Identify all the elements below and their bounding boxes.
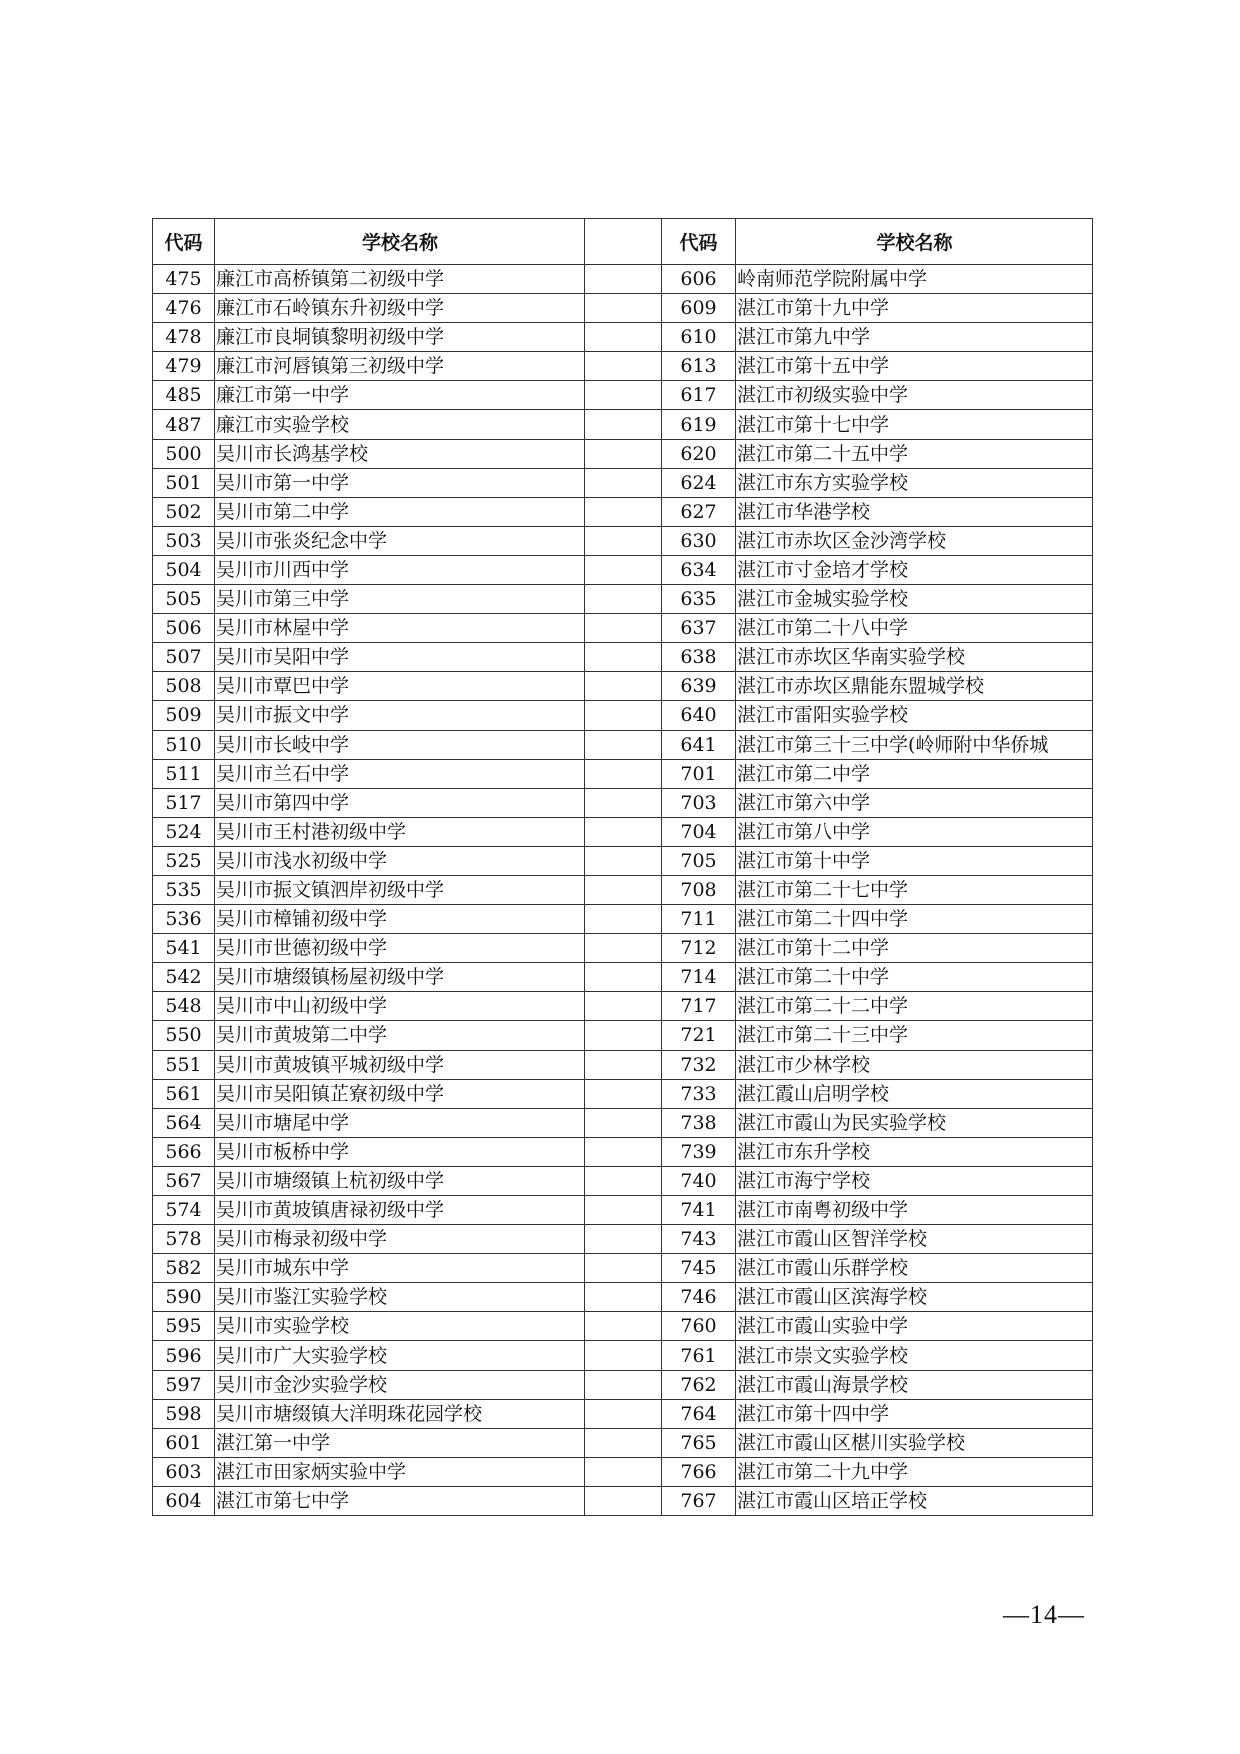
right-name-cell: 湛江市华港学校 <box>736 497 1093 526</box>
left-name-cell: 吴川市金沙实验学校 <box>215 1370 585 1399</box>
table-body <box>153 265 1093 1516</box>
spacer-cell <box>585 1399 662 1428</box>
table-row <box>153 1166 1093 1195</box>
table-row <box>153 381 1093 410</box>
left-code-cell: 564 <box>153 1108 215 1137</box>
spacer-cell <box>585 963 662 992</box>
right-code-cell: 741 <box>662 1196 736 1225</box>
right-code-cell: 640 <box>662 701 736 730</box>
left-code-cell: 485 <box>153 381 215 410</box>
right-code-cell: 739 <box>662 1137 736 1166</box>
table-row <box>153 875 1093 904</box>
right-name-cell: 湛江霞山启明学校 <box>736 1079 1093 1108</box>
right-name-cell: 湛江市第二十四中学 <box>736 905 1093 934</box>
spacer-cell <box>585 1283 662 1312</box>
right-name-cell: 湛江市霞山区滨海学校 <box>736 1283 1093 1312</box>
spacer-cell <box>585 1050 662 1079</box>
left-code-cell: 561 <box>153 1079 215 1108</box>
table-row <box>153 846 1093 875</box>
spacer-cell <box>585 1370 662 1399</box>
left-code-cell: 524 <box>153 817 215 846</box>
left-name-cell: 廉江市实验学校 <box>215 410 585 439</box>
spacer-cell <box>585 1428 662 1457</box>
spacer-cell <box>585 1108 662 1137</box>
left-name-cell: 吴川市覃巴中学 <box>215 672 585 701</box>
header-code-left: 代码 <box>153 219 215 265</box>
spacer-cell <box>585 468 662 497</box>
table-row <box>153 934 1093 963</box>
right-code-cell: 743 <box>662 1225 736 1254</box>
left-code-cell: 601 <box>153 1428 215 1457</box>
left-code-cell: 574 <box>153 1196 215 1225</box>
spacer-cell <box>585 672 662 701</box>
table-row <box>153 439 1093 468</box>
left-name-cell: 吴川市世德初级中学 <box>215 934 585 963</box>
table-row <box>153 1108 1093 1137</box>
left-name-cell: 吴川市实验学校 <box>215 1312 585 1341</box>
right-code-cell: 762 <box>662 1370 736 1399</box>
left-code-cell: 535 <box>153 875 215 904</box>
right-name-cell: 湛江市初级实验中学 <box>736 381 1093 410</box>
left-code-cell: 506 <box>153 614 215 643</box>
spacer-cell <box>585 1079 662 1108</box>
left-name-cell: 吴川市长岐中学 <box>215 730 585 759</box>
header-code-right: 代码 <box>662 219 736 265</box>
right-name-cell: 湛江市第三十三中学(岭师附中华侨城 <box>736 730 1093 759</box>
left-name-cell: 吴川市长鸿基学校 <box>215 439 585 468</box>
left-code-cell: 502 <box>153 497 215 526</box>
spacer-cell <box>585 497 662 526</box>
right-code-cell: 732 <box>662 1050 736 1079</box>
right-code-cell: 639 <box>662 672 736 701</box>
left-name-cell: 吴川市塘尾中学 <box>215 1108 585 1137</box>
right-name-cell: 湛江市崇文实验学校 <box>736 1341 1093 1370</box>
right-name-cell: 湛江市第十五中学 <box>736 352 1093 381</box>
right-name-cell: 湛江市金城实验学校 <box>736 585 1093 614</box>
right-code-cell: 635 <box>662 585 736 614</box>
right-code-cell: 641 <box>662 730 736 759</box>
right-name-cell: 湛江市霞山乐群学校 <box>736 1254 1093 1283</box>
spacer-cell <box>585 701 662 730</box>
left-name-cell: 湛江市田家炳实验中学 <box>215 1457 585 1486</box>
left-code-cell: 603 <box>153 1457 215 1486</box>
right-code-cell: 637 <box>662 614 736 643</box>
left-name-cell: 吴川市塘缀镇上杭初级中学 <box>215 1166 585 1195</box>
left-name-cell: 吴川市梅录初级中学 <box>215 1225 585 1254</box>
right-name-cell: 湛江市第十中学 <box>736 846 1093 875</box>
left-name-cell: 吴川市第四中学 <box>215 788 585 817</box>
left-code-cell: 509 <box>153 701 215 730</box>
school-code-table <box>152 218 1093 1516</box>
right-code-cell: 610 <box>662 323 736 352</box>
table-row <box>153 614 1093 643</box>
left-name-cell: 吴川市川西中学 <box>215 555 585 584</box>
table-row <box>153 1399 1093 1428</box>
right-name-cell: 湛江市霞山区培正学校 <box>736 1486 1093 1515</box>
left-code-cell: 541 <box>153 934 215 963</box>
left-name-cell: 吴川市林屋中学 <box>215 614 585 643</box>
spacer-cell <box>585 788 662 817</box>
right-name-cell: 湛江市海宁学校 <box>736 1166 1093 1195</box>
left-code-cell: 597 <box>153 1370 215 1399</box>
right-code-cell: 708 <box>662 875 736 904</box>
right-name-cell: 湛江市第十二中学 <box>736 934 1093 963</box>
left-code-cell: 604 <box>153 1486 215 1515</box>
spacer-cell <box>585 1312 662 1341</box>
table-row <box>153 526 1093 555</box>
left-code-cell: 550 <box>153 1021 215 1050</box>
header-spacer <box>585 219 662 265</box>
left-code-cell: 582 <box>153 1254 215 1283</box>
left-code-cell: 536 <box>153 905 215 934</box>
table-row <box>153 1486 1093 1515</box>
left-name-cell: 吴川市振文镇泗岸初级中学 <box>215 875 585 904</box>
spacer-cell <box>585 1021 662 1050</box>
spacer-cell <box>585 759 662 788</box>
left-code-cell: 566 <box>153 1137 215 1166</box>
left-code-cell: 500 <box>153 439 215 468</box>
left-code-cell: 542 <box>153 963 215 992</box>
spacer-cell <box>585 905 662 934</box>
right-name-cell: 湛江市赤坎区华南实验学校 <box>736 643 1093 672</box>
spacer-cell <box>585 555 662 584</box>
right-code-cell: 740 <box>662 1166 736 1195</box>
left-name-cell: 吴川市鉴江实验学校 <box>215 1283 585 1312</box>
right-code-cell: 630 <box>662 526 736 555</box>
right-name-cell: 湛江市霞山区椹川实验学校 <box>736 1428 1093 1457</box>
right-code-cell: 638 <box>662 643 736 672</box>
left-code-cell: 479 <box>153 352 215 381</box>
left-name-cell: 吴川市第一中学 <box>215 468 585 497</box>
left-code-cell: 508 <box>153 672 215 701</box>
right-code-cell: 617 <box>662 381 736 410</box>
right-name-cell: 湛江市第二十五中学 <box>736 439 1093 468</box>
left-name-cell: 吴川市第三中学 <box>215 585 585 614</box>
right-name-cell: 湛江市南粤初级中学 <box>736 1196 1093 1225</box>
right-code-cell: 712 <box>662 934 736 963</box>
table-row <box>153 1079 1093 1108</box>
right-code-cell: 634 <box>662 555 736 584</box>
header-name-left: 学校名称 <box>215 219 585 265</box>
table-row <box>153 1050 1093 1079</box>
right-name-cell: 湛江市第二十三中学 <box>736 1021 1093 1050</box>
table-header-row <box>153 219 1093 265</box>
left-name-cell: 吴川市黄坡镇唐禄初级中学 <box>215 1196 585 1225</box>
left-code-cell: 476 <box>153 294 215 323</box>
right-code-cell: 764 <box>662 1399 736 1428</box>
right-name-cell: 湛江市第十七中学 <box>736 410 1093 439</box>
left-name-cell: 吴川市王村港初级中学 <box>215 817 585 846</box>
spacer-cell <box>585 1341 662 1370</box>
left-code-cell: 478 <box>153 323 215 352</box>
spacer-cell <box>585 526 662 555</box>
table-row <box>153 788 1093 817</box>
left-name-cell: 吴川市城东中学 <box>215 1254 585 1283</box>
left-name-cell: 吴川市吴阳镇芷寮初级中学 <box>215 1079 585 1108</box>
right-name-cell: 湛江市寸金培才学校 <box>736 555 1093 584</box>
spacer-cell <box>585 614 662 643</box>
left-name-cell: 吴川市浅水初级中学 <box>215 846 585 875</box>
right-name-cell: 湛江市第二十七中学 <box>736 875 1093 904</box>
table-row <box>153 585 1093 614</box>
right-code-cell: 733 <box>662 1079 736 1108</box>
table-row <box>153 759 1093 788</box>
table-row <box>153 265 1093 294</box>
table-row <box>153 963 1093 992</box>
left-name-cell: 吴川市兰石中学 <box>215 759 585 788</box>
left-code-cell: 525 <box>153 846 215 875</box>
right-code-cell: 717 <box>662 992 736 1021</box>
table-row <box>153 1341 1093 1370</box>
table-row <box>153 497 1093 526</box>
table-row <box>153 410 1093 439</box>
right-code-cell: 703 <box>662 788 736 817</box>
left-name-cell: 湛江市第七中学 <box>215 1486 585 1515</box>
table-row <box>153 992 1093 1021</box>
page-number: —14— <box>1003 1600 1085 1629</box>
right-code-cell: 760 <box>662 1312 736 1341</box>
left-name-cell: 廉江市高桥镇第二初级中学 <box>215 265 585 294</box>
table-row <box>153 701 1093 730</box>
table-row <box>153 1137 1093 1166</box>
right-name-cell: 湛江市霞山为民实验学校 <box>736 1108 1093 1137</box>
spacer-cell <box>585 846 662 875</box>
right-code-cell: 711 <box>662 905 736 934</box>
table-row <box>153 730 1093 759</box>
spacer-cell <box>585 294 662 323</box>
table-row <box>153 1254 1093 1283</box>
left-code-cell: 501 <box>153 468 215 497</box>
left-name-cell: 吴川市张炎纪念中学 <box>215 526 585 555</box>
left-name-cell: 吴川市板桥中学 <box>215 1137 585 1166</box>
spacer-cell <box>585 265 662 294</box>
right-name-cell: 湛江市赤坎区鼎能东盟城学校 <box>736 672 1093 701</box>
left-code-cell: 475 <box>153 265 215 294</box>
table-row <box>153 643 1093 672</box>
spacer-cell <box>585 1225 662 1254</box>
table-row <box>153 817 1093 846</box>
right-code-cell: 738 <box>662 1108 736 1137</box>
spacer-cell <box>585 352 662 381</box>
left-name-cell: 廉江市第一中学 <box>215 381 585 410</box>
table-row <box>153 1225 1093 1254</box>
spacer-cell <box>585 1166 662 1195</box>
spacer-cell <box>585 875 662 904</box>
left-code-cell: 517 <box>153 788 215 817</box>
left-name-cell: 吴川市黄坡镇平城初级中学 <box>215 1050 585 1079</box>
left-name-cell: 吴川市振文中学 <box>215 701 585 730</box>
left-name-cell: 吴川市樟铺初级中学 <box>215 905 585 934</box>
spacer-cell <box>585 439 662 468</box>
left-code-cell: 507 <box>153 643 215 672</box>
right-name-cell: 岭南师范学院附属中学 <box>736 265 1093 294</box>
right-name-cell: 湛江市第八中学 <box>736 817 1093 846</box>
left-code-cell: 510 <box>153 730 215 759</box>
spacer-cell <box>585 410 662 439</box>
right-name-cell: 湛江市霞山区智洋学校 <box>736 1225 1093 1254</box>
spacer-cell <box>585 1254 662 1283</box>
left-name-cell: 吴川市塘缀镇杨屋初级中学 <box>215 963 585 992</box>
spacer-cell <box>585 1457 662 1486</box>
table-row <box>153 1370 1093 1399</box>
left-code-cell: 590 <box>153 1283 215 1312</box>
right-name-cell: 湛江市第九中学 <box>736 323 1093 352</box>
table-row <box>153 1312 1093 1341</box>
left-code-cell: 503 <box>153 526 215 555</box>
spacer-cell <box>585 730 662 759</box>
spacer-cell <box>585 643 662 672</box>
right-code-cell: 767 <box>662 1486 736 1515</box>
table-row <box>153 323 1093 352</box>
left-name-cell: 廉江市良垌镇黎明初级中学 <box>215 323 585 352</box>
right-code-cell: 745 <box>662 1254 736 1283</box>
table-row <box>153 294 1093 323</box>
table-row <box>153 468 1093 497</box>
left-name-cell: 吴川市中山初级中学 <box>215 992 585 1021</box>
left-code-cell: 505 <box>153 585 215 614</box>
right-code-cell: 609 <box>662 294 736 323</box>
right-code-cell: 765 <box>662 1428 736 1457</box>
header-name-right: 学校名称 <box>736 219 1093 265</box>
left-name-cell: 廉江市河唇镇第三初级中学 <box>215 352 585 381</box>
right-name-cell: 湛江市东升学校 <box>736 1137 1093 1166</box>
right-name-cell: 湛江市第十九中学 <box>736 294 1093 323</box>
right-code-cell: 606 <box>662 265 736 294</box>
left-code-cell: 567 <box>153 1166 215 1195</box>
left-code-cell: 578 <box>153 1225 215 1254</box>
table-row <box>153 1457 1093 1486</box>
table-row <box>153 672 1093 701</box>
right-name-cell: 湛江市第二十二中学 <box>736 992 1093 1021</box>
right-code-cell: 624 <box>662 468 736 497</box>
right-name-cell: 湛江市少林学校 <box>736 1050 1093 1079</box>
right-code-cell: 620 <box>662 439 736 468</box>
right-name-cell: 湛江市东方实验学校 <box>736 468 1093 497</box>
spacer-cell <box>585 817 662 846</box>
left-name-cell: 吴川市吴阳中学 <box>215 643 585 672</box>
left-name-cell: 吴川市黄坡第二中学 <box>215 1021 585 1050</box>
right-name-cell: 湛江市赤坎区金沙湾学校 <box>736 526 1093 555</box>
table-row <box>153 1021 1093 1050</box>
table-row <box>153 1196 1093 1225</box>
left-name-cell: 吴川市塘缀镇大洋明珠花园学校 <box>215 1399 585 1428</box>
spacer-cell <box>585 934 662 963</box>
right-code-cell: 761 <box>662 1341 736 1370</box>
left-code-cell: 596 <box>153 1341 215 1370</box>
left-code-cell: 595 <box>153 1312 215 1341</box>
table-row <box>153 555 1093 584</box>
right-code-cell: 619 <box>662 410 736 439</box>
right-code-cell: 714 <box>662 963 736 992</box>
spacer-cell <box>585 992 662 1021</box>
table-row <box>153 1428 1093 1457</box>
left-name-cell: 湛江第一中学 <box>215 1428 585 1457</box>
right-name-cell: 湛江市第二十九中学 <box>736 1457 1093 1486</box>
spacer-cell <box>585 585 662 614</box>
left-name-cell: 廉江市石岭镇东升初级中学 <box>215 294 585 323</box>
left-code-cell: 511 <box>153 759 215 788</box>
right-name-cell: 湛江市第六中学 <box>736 788 1093 817</box>
right-name-cell: 湛江市第二十八中学 <box>736 614 1093 643</box>
right-code-cell: 701 <box>662 759 736 788</box>
table-row <box>153 352 1093 381</box>
right-code-cell: 746 <box>662 1283 736 1312</box>
left-code-cell: 598 <box>153 1399 215 1428</box>
right-code-cell: 705 <box>662 846 736 875</box>
right-name-cell: 湛江市霞山海景学校 <box>736 1370 1093 1399</box>
spacer-cell <box>585 1486 662 1515</box>
right-name-cell: 湛江市雷阳实验学校 <box>736 701 1093 730</box>
right-name-cell: 湛江市第二中学 <box>736 759 1093 788</box>
spacer-cell <box>585 381 662 410</box>
right-name-cell: 湛江市第二十中学 <box>736 963 1093 992</box>
left-name-cell: 吴川市广大实验学校 <box>215 1341 585 1370</box>
left-code-cell: 551 <box>153 1050 215 1079</box>
left-name-cell: 吴川市第二中学 <box>215 497 585 526</box>
table-row <box>153 905 1093 934</box>
right-code-cell: 613 <box>662 352 736 381</box>
spacer-cell <box>585 1137 662 1166</box>
table-row <box>153 1283 1093 1312</box>
left-code-cell: 487 <box>153 410 215 439</box>
left-code-cell: 548 <box>153 992 215 1021</box>
left-code-cell: 504 <box>153 555 215 584</box>
right-code-cell: 704 <box>662 817 736 846</box>
right-code-cell: 721 <box>662 1021 736 1050</box>
spacer-cell <box>585 323 662 352</box>
right-name-cell: 湛江市霞山实验中学 <box>736 1312 1093 1341</box>
spacer-cell <box>585 1196 662 1225</box>
right-code-cell: 766 <box>662 1457 736 1486</box>
right-code-cell: 627 <box>662 497 736 526</box>
right-name-cell: 湛江市第十四中学 <box>736 1399 1093 1428</box>
